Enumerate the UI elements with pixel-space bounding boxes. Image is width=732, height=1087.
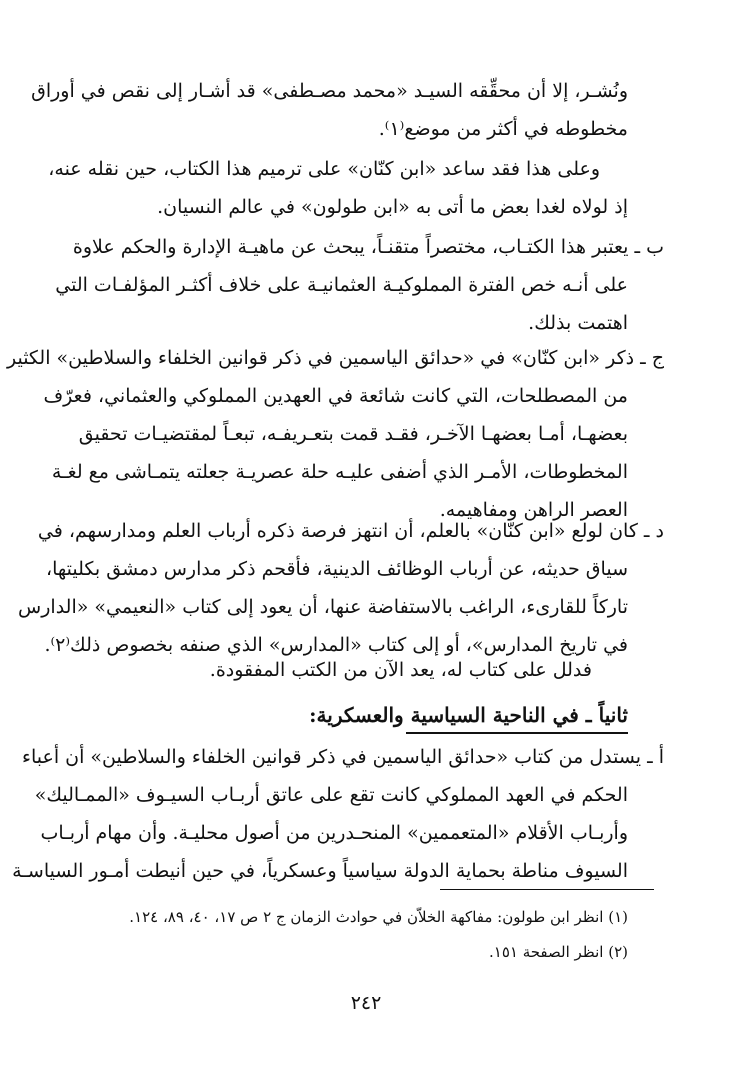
text-line: السيوف مناطة بحماية الدولة سياسياً وعسكرياً، في حين أنيطت أمـور السياسـة bbox=[12, 860, 628, 882]
text-line: ج ـ ذكر «ابن كنّان» في «حدائق الياسمين في ذكر قوانين الخلفاء والسلاطين» الكثير bbox=[6, 347, 664, 369]
text-line: وعلى هذا فقد ساعد «ابن كنّان» على ترميم هذا الكتاب، حين نقله عنه، bbox=[48, 158, 600, 180]
text-line: تاركاً للقارىء، الراغب بالاستفاضة عنها، أن يعود إلى كتاب «النعيمي» «الدارس bbox=[18, 596, 628, 618]
text-line: ونُشـر، إلا أن محقِّقه السيـد «محمد مصـطفى» قد أشـار إلى نقص في أوراق bbox=[31, 80, 628, 102]
heading-underline bbox=[406, 732, 628, 734]
item-b-paragraph bbox=[52, 228, 664, 342]
footnote-1: (١) انظر ابن طولون: مفاكهة الخلاّن في حوادث الزمان ج ٢ ص ١٧، ٤٠، ٨٩، ١٢٤. bbox=[129, 908, 628, 926]
text-line: بعضهـا، أمـا بعضهـا الآخـر، فقـد قمت بتعـريفـه، تبعـاً لمقتضيـات تحقيق bbox=[78, 423, 628, 445]
page-number: ٢٤٢ bbox=[350, 992, 382, 1014]
item-a-paragraph bbox=[12, 738, 664, 890]
text-line: سياق حديثه، عن أرباب الوظائف الدينية، فأقحم ذكر مدارس دمشق بكليتها، bbox=[45, 558, 628, 580]
text-line: في تاريخ المدارس»، أو إلى كتاب «المدارس» الذي صنفه بخصوص ذلك⁽٢⁾. bbox=[44, 634, 628, 656]
text-line: مخطوطه في أكثر من موضع⁽١⁾. bbox=[378, 118, 628, 140]
lost-books-paragraph bbox=[92, 651, 592, 689]
text-line: فدلل على كتاب له، يعد الآن من الكتب المفقودة. bbox=[209, 659, 592, 681]
item-d-paragraph bbox=[18, 512, 664, 664]
text-line: المخطوطات، الأمـر الذي أضفى عليـه حلة عصريـة جعلته يتمـاشى مع لغـة bbox=[51, 461, 628, 483]
text-line: إذ لولاه لغدا بعض ما أتى به «ابن طولون» في عالم النسيان. bbox=[157, 196, 628, 218]
footnote-2: (٢) انظر الصفحة ١٥١. bbox=[488, 943, 628, 961]
text-line: د ـ كان لولع «ابن كنّان» بالعلم، أن انتهز فرصة ذكره أرباب العلم ومدارسهم، في bbox=[37, 520, 664, 542]
item-j-paragraph bbox=[6, 339, 664, 529]
text-line: الحكم في العهد المملوكي كانت تقع على عاتق أربـاب السيـوف «الممـاليك» bbox=[34, 784, 628, 806]
text-line: العصر الراهن ومفاهيمه. bbox=[439, 499, 628, 521]
intro-paragraph bbox=[31, 72, 628, 148]
text-line: اهتمت بذلك. bbox=[528, 312, 628, 334]
footnote-separator bbox=[440, 889, 654, 890]
text-line: أ ـ يستدل من كتاب «حدائق الياسمين في ذكر قوانين الخلفاء والسلاطين» أن أعباء bbox=[22, 746, 664, 768]
ibn-kannan-paragraph bbox=[48, 150, 628, 226]
section-heading: ثانياً ـ في الناحية السياسية والعسكرية: bbox=[309, 703, 628, 727]
text-line: ب ـ يعتبر هذا الكتـاب، مختصراً متقنـاً، يبحث عن ماهيـة الإدارة والحكم علاوة bbox=[72, 236, 664, 258]
text-line: وأربـاب الأقلام «المتعممين» المنحـدرين من أصول محليـة. وأن مهام أربـاب bbox=[40, 822, 628, 844]
text-line: على أنـه خص الفترة المملوكيـة العثمانيـة على خلاف أكثـر المؤلفـات التي bbox=[55, 274, 628, 296]
text-line: من المصطلحات، التي كانت شائعة في العهدين المملوكي والعثماني، فعرّف bbox=[43, 385, 628, 407]
